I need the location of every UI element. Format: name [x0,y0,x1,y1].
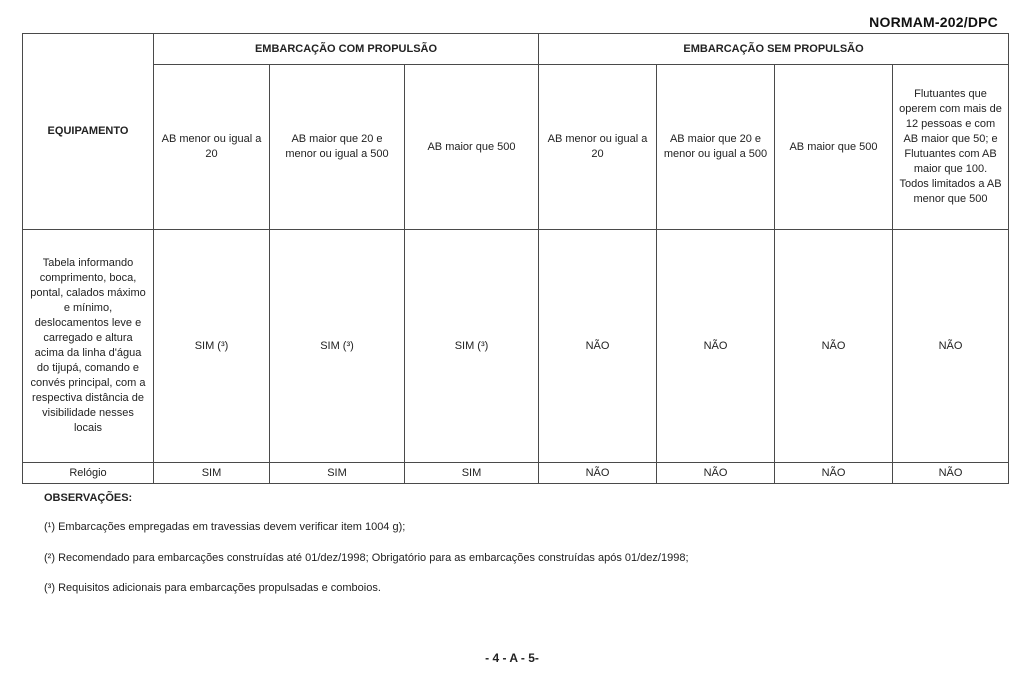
table-cell: NÃO [893,230,1009,463]
table-cell: SIM [270,463,405,484]
document-reference: NORMAM-202/DPC [869,14,998,30]
table-column-header-row [23,65,1009,230]
column-header: AB menor ou igual a 20 [539,65,657,230]
table-cell: NÃO [775,463,893,484]
table-row [23,230,1009,463]
column-header: AB maior que 20 e menor ou igual a 500 [657,65,775,230]
footnote-text: Recomendado para embarcações construídas até 01/dez/1998; Obrigatório para as embarcações construídas após 01/dez/1998; [58,552,689,564]
table-cell: SIM [154,463,270,484]
table-cell: SIM [405,463,539,484]
footnote-mark: (³) [44,582,55,594]
observation-note [44,521,405,533]
observations-title: OBSERVAÇÕES: [44,492,133,504]
table-cell: NÃO [775,230,893,463]
equipment-column-header: EQUIPAMENTO [23,34,154,230]
table-row [23,463,1009,484]
footnote-text: Embarcações empregadas em travessias devem verificar item 1004 g); [58,521,406,533]
group-header-sem-propulsao: EMBARCAÇÃO SEM PROPULSÃO [539,34,1009,65]
column-header: AB maior que 500 [775,65,893,230]
table-cell: NÃO [657,230,775,463]
table-cell: NÃO [539,230,657,463]
footnote-mark: (¹) [44,521,55,533]
table-cell: NÃO [657,463,775,484]
table-cell: SIM (³) [405,230,539,463]
table-cell: SIM (³) [154,230,270,463]
column-header: AB menor ou igual a 20 [154,65,270,230]
table-group-header-row [23,34,1009,65]
group-header-com-propulsao: EMBARCAÇÃO COM PROPULSÃO [154,34,539,65]
row-label: Tabela informando comprimento, boca, pontal, calados máximo e mínimo, deslocamentos leve e carregado e altura acima da linha d'água do tijupá, comando e convés principal, com a respectiva distância de visibilidade nesses locais [23,230,154,463]
page-number: - 4 - A - 5- [485,651,539,665]
footnote-text: Requisitos adicionais para embarcações propulsadas e comboios. [58,582,381,594]
row-label: Relógio [23,463,154,484]
column-header: AB maior que 500 [405,65,539,230]
column-header: Flutuantes que operem com mais de 12 pessoas e com AB maior que 50; e Flutuantes com AB maior que 100. Todos limitados a AB menor que 500 [893,65,1009,230]
table-cell: NÃO [893,463,1009,484]
observation-note [44,552,689,564]
footnote-mark: (²) [44,552,55,564]
table-cell: SIM (³) [270,230,405,463]
table-cell: NÃO [539,463,657,484]
column-header: AB maior que 20 e menor ou igual a 500 [270,65,405,230]
observation-note [44,582,381,594]
equipment-table [22,33,1009,484]
